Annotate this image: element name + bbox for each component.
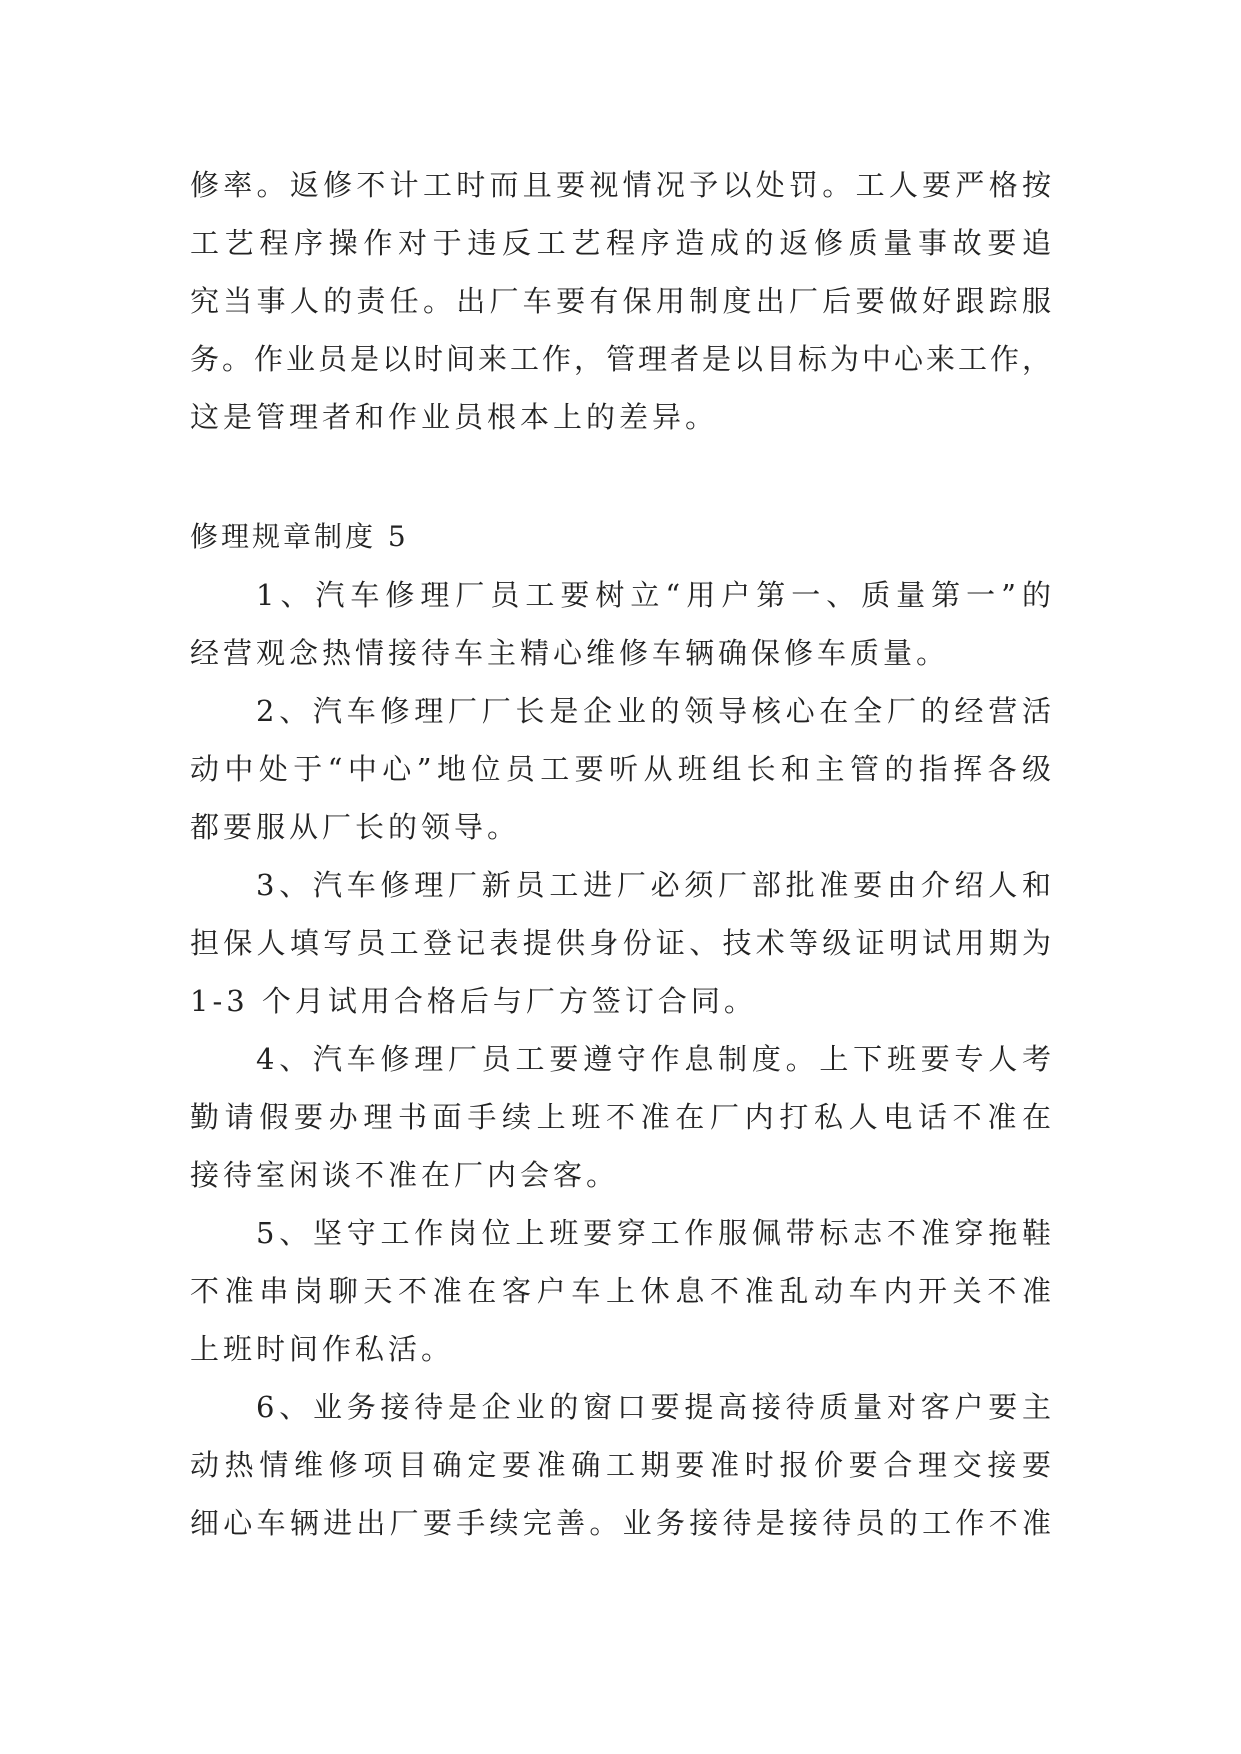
text-line: 4、汽车修理厂员工要遵守作息制度。上下班要专人考 [256, 1042, 1051, 1076]
text-line: 上班时间作私活。 [190, 1332, 455, 1366]
text-line: 2、汽车修理厂厂长是企业的领导核心在全厂的经营活 [256, 694, 1051, 728]
rule-item-5 [190, 1204, 1051, 1378]
text-line: 工艺程序操作对于违反工艺程序造成的返修质量事故要追 [190, 226, 1051, 260]
text-line: 动中处于“中心”地位员工要听从班组长和主管的指挥各级 [190, 752, 1051, 786]
rule-item-2 [190, 682, 1051, 856]
text-line: 接待室闲谈不准在厂内会客。 [190, 1158, 620, 1192]
text-line: 1-3 个月试用合格后与厂方签订合同。 [190, 984, 757, 1018]
text-line: 经营观念热情接待车主精心维修车辆确保修车质量。 [190, 636, 950, 670]
text-line: 1、汽车修理厂员工要树立“用户第一、质量第一”的 [256, 578, 1051, 612]
rule-item-1 [190, 566, 1051, 682]
rule-item-6 [190, 1378, 1051, 1552]
rule-item-3 [190, 856, 1051, 1030]
text-line: 这是管理者和作业员根本上的差异。 [190, 400, 719, 434]
text-line: 动热情维修项目确定要准确工期要准时报价要合理交接要 [190, 1448, 1051, 1482]
text-line: 担保人填写员工登记表提供身份证、技术等级证明试用期为 [190, 926, 1051, 960]
text-line: 细心车辆进出厂要手续完善。业务接待是接待员的工作不准 [190, 1506, 1051, 1540]
text-line: 不准串岗聊天不准在客户车上休息不准乱动车内开关不准 [190, 1274, 1051, 1308]
rule-item-4 [190, 1030, 1051, 1204]
continued-paragraph [190, 156, 1051, 446]
section-heading: 修理规章制度 5 [190, 520, 409, 553]
text-line: 3、汽车修理厂新员工进厂必须厂部批准要由介绍人和 [256, 868, 1051, 902]
text-line: 5、坚守工作岗位上班要穿工作服佩带标志不准穿拖鞋 [256, 1216, 1051, 1250]
text-line: 修率。返修不计工时而且要视情况予以处罚。工人要严格按 [190, 168, 1051, 202]
text-line: 务。作业员是以时间来工作，管理者是以目标为中心来工作， [190, 342, 1051, 376]
text-line: 6、业务接待是企业的窗口要提高接待质量对客户要主 [256, 1390, 1051, 1424]
page-body [190, 156, 1051, 1552]
text-line: 究当事人的责任。出厂车要有保用制度出厂后要做好跟踪服 [190, 284, 1051, 318]
text-line: 都要服从厂长的领导。 [190, 810, 521, 844]
text-line: 勤请假要办理书面手续上班不准在厂内打私人电话不准在 [190, 1100, 1051, 1134]
